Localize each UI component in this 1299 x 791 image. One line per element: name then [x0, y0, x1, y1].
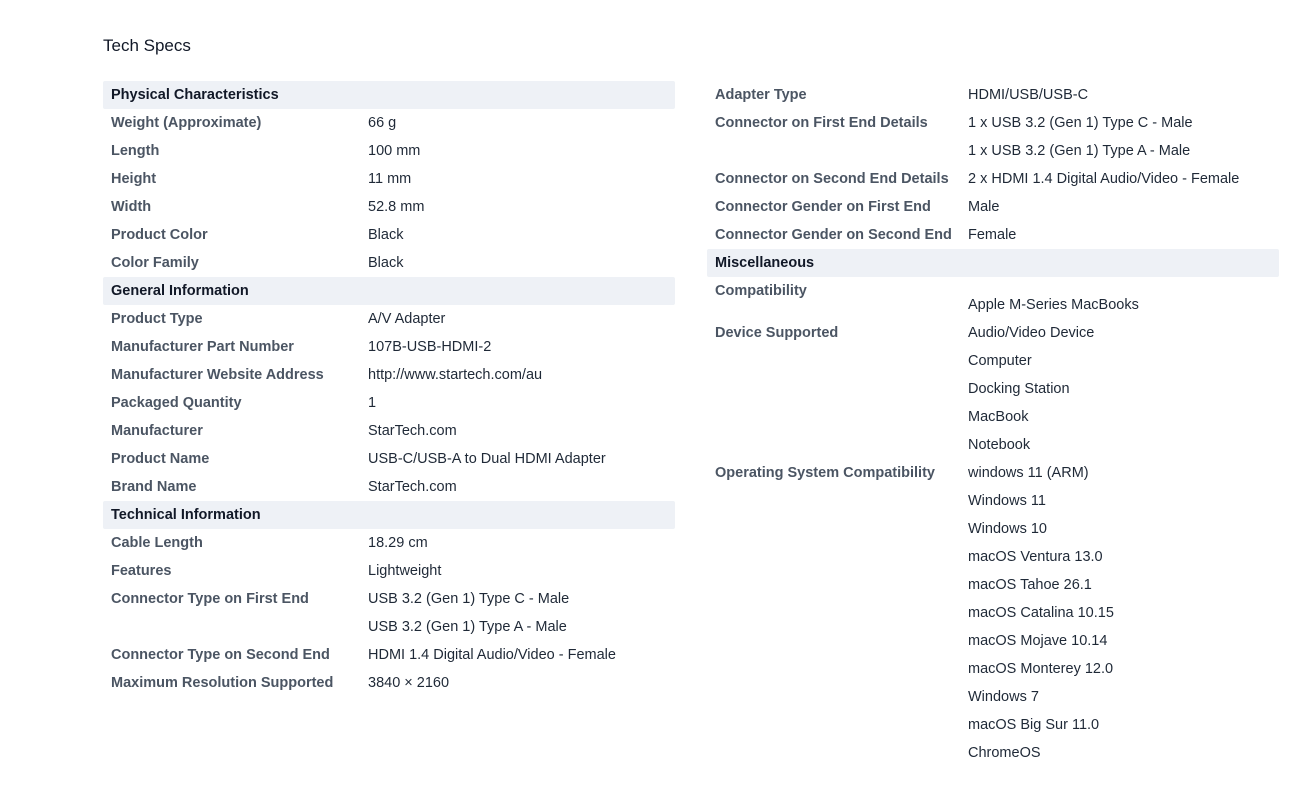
spec-label: Features	[111, 563, 172, 579]
spec-label: Maximum Resolution Supported	[111, 675, 334, 691]
spec-values	[368, 669, 675, 697]
spec-values	[368, 473, 675, 501]
spec-label: Width	[111, 199, 152, 215]
spec-value: windows 11 (ARM)	[968, 465, 1089, 481]
spec-value: 2 x HDMI 1.4 Digital Audio/Video - Female	[968, 171, 1240, 187]
spec-label: Compatibility	[715, 283, 807, 299]
spec-value: Lightweight	[368, 563, 442, 579]
spec-row-product-type	[103, 305, 675, 333]
spec-value: StarTech.com	[368, 423, 457, 439]
specs-column-left	[103, 81, 675, 697]
spec-value: 11 mm	[368, 171, 412, 187]
spec-row-manufacturer-part-number	[103, 333, 675, 361]
spec-values	[368, 137, 675, 165]
spec-value: Docking Station	[968, 381, 1070, 397]
spec-label: Manufacturer Website Address	[111, 367, 324, 383]
spec-values	[368, 389, 675, 417]
spec-value: Black	[368, 255, 404, 271]
spec-value: Apple M-Series MacBooks	[968, 297, 1139, 313]
spec-value: 1 x USB 3.2 (Gen 1) Type A - Male	[968, 143, 1191, 159]
spec-row-maximum-resolution-supported	[103, 669, 675, 697]
spec-row-width	[103, 193, 675, 221]
spec-value: 107B-USB-HDMI-2	[368, 339, 492, 355]
spec-label: Brand Name	[111, 479, 197, 495]
spec-value: ChromeOS	[968, 745, 1041, 761]
spec-values	[968, 193, 1279, 221]
spec-row-height	[103, 165, 675, 193]
spec-row-product-color	[103, 221, 675, 249]
spec-row-brand-name	[103, 473, 675, 501]
spec-row-color-family	[103, 249, 675, 277]
spec-value: Windows 11	[968, 493, 1046, 509]
spec-value: macOS Big Sur 11.0	[968, 717, 1100, 733]
spec-label: Connector on First End Details	[715, 115, 928, 131]
spec-values	[368, 221, 675, 249]
spec-value: StarTech.com	[368, 479, 457, 495]
spec-value: http://www.startech.com/au	[368, 367, 543, 383]
spec-value: HDMI 1.4 Digital Audio/Video - Female	[368, 647, 616, 663]
spec-label: Connector Gender on Second End	[715, 227, 952, 243]
spec-label: Product Name	[111, 451, 210, 467]
spec-row-connector-on-first-end-details	[707, 109, 1279, 165]
spec-values	[968, 459, 1279, 767]
spec-value: Windows 7	[968, 689, 1039, 705]
spec-value: Male	[968, 199, 1000, 215]
spec-row-compatibility	[707, 277, 1279, 319]
specs-column-right	[707, 81, 1279, 767]
spec-label: Connector Type on First End	[111, 591, 309, 607]
spec-value: macOS Catalina 10.15	[968, 605, 1114, 621]
spec-value: macOS Ventura 13.0	[968, 549, 1103, 565]
spec-values	[368, 641, 675, 669]
spec-row-operating-system-compatibility	[707, 459, 1279, 767]
spec-values	[368, 165, 675, 193]
spec-row-manufacturer-website-address	[103, 361, 675, 389]
spec-values	[368, 417, 675, 445]
spec-value: 1 x USB 3.2 (Gen 1) Type C - Male	[968, 115, 1193, 131]
page-title: Tech Specs	[103, 36, 191, 55]
spec-label: Product Type	[111, 311, 203, 327]
spec-label: Product Color	[111, 227, 208, 243]
spec-value: HDMI/USB/USB-C	[968, 87, 1089, 103]
spec-label: Operating System Compatibility	[715, 465, 935, 481]
spec-values	[368, 529, 675, 557]
spec-values	[368, 585, 675, 641]
spec-values	[368, 557, 675, 585]
spec-row-device-supported	[707, 319, 1279, 459]
spec-values	[368, 361, 675, 389]
spec-label: Color Family	[111, 255, 199, 271]
spec-row-connector-gender-on-second-end	[707, 221, 1279, 249]
spec-row-connector-type-on-first-end	[103, 585, 675, 641]
section-header-physical-characteristics: Physical Characteristics	[103, 81, 675, 109]
spec-values	[368, 193, 675, 221]
spec-value: 18.29 cm	[368, 535, 428, 551]
spec-value: macOS Mojave 10.14	[968, 633, 1108, 649]
spec-values	[368, 445, 675, 473]
spec-label: Manufacturer	[111, 423, 203, 439]
spec-label: Height	[111, 171, 157, 187]
spec-values	[968, 277, 1279, 319]
spec-row-features	[103, 557, 675, 585]
spec-values	[968, 221, 1279, 249]
spec-row-connector-on-second-end-details	[707, 165, 1279, 193]
spec-label: Weight (Approximate)	[111, 115, 262, 131]
spec-row-adapter-type	[707, 81, 1279, 109]
spec-value: Windows 10	[968, 521, 1047, 537]
spec-value: macOS Monterey 12.0	[968, 661, 1114, 677]
spec-label: Device Supported	[715, 325, 839, 341]
spec-value: 1	[368, 395, 377, 411]
spec-label: Connector Gender on First End	[715, 199, 931, 215]
spec-label: Length	[111, 143, 160, 159]
spec-value: 66 g	[368, 115, 397, 131]
spec-value: 52.8 mm	[368, 199, 425, 215]
spec-values	[368, 249, 675, 277]
section-header-miscellaneous: Miscellaneous	[707, 249, 1279, 277]
spec-value: Audio/Video Device	[968, 325, 1095, 341]
spec-row-product-name	[103, 445, 675, 473]
spec-value: A/V Adapter	[368, 311, 446, 327]
spec-values	[968, 165, 1279, 193]
spec-row-packaged-quantity	[103, 389, 675, 417]
spec-row-connector-gender-on-first-end	[707, 193, 1279, 221]
spec-values	[368, 305, 675, 333]
spec-values	[968, 109, 1279, 165]
spec-value: USB-C/USB-A to Dual HDMI Adapter	[368, 451, 606, 467]
spec-value: USB 3.2 (Gen 1) Type A - Male	[368, 619, 567, 635]
spec-value: Notebook	[968, 437, 1031, 453]
spec-label: Packaged Quantity	[111, 395, 242, 411]
spec-values	[368, 333, 675, 361]
spec-label: Cable Length	[111, 535, 203, 551]
spec-value: Female	[968, 227, 1017, 243]
spec-value: 3840 × 2160	[368, 675, 450, 691]
spec-label: Adapter Type	[715, 87, 807, 103]
spec-row-connector-type-on-second-end	[103, 641, 675, 669]
spec-label: Connector Type on Second End	[111, 647, 330, 663]
section-header-technical-information: Technical Information	[103, 501, 675, 529]
spec-value: Computer	[968, 353, 1032, 369]
spec-label: Connector on Second End Details	[715, 171, 949, 187]
spec-row-weight-approximate	[103, 109, 675, 137]
spec-value: macOS Tahoe 26.1	[968, 577, 1092, 593]
spec-value: Black	[368, 227, 404, 243]
spec-values	[968, 319, 1279, 459]
spec-value: 100 mm	[368, 143, 421, 159]
spec-values	[968, 81, 1279, 109]
spec-value: MacBook	[968, 409, 1029, 425]
section-header-general-information: General Information	[103, 277, 675, 305]
spec-label: Manufacturer Part Number	[111, 339, 294, 355]
spec-row-cable-length	[103, 529, 675, 557]
spec-row-length	[103, 137, 675, 165]
spec-row-manufacturer	[103, 417, 675, 445]
spec-values	[368, 109, 675, 137]
spec-value: USB 3.2 (Gen 1) Type C - Male	[368, 591, 570, 607]
